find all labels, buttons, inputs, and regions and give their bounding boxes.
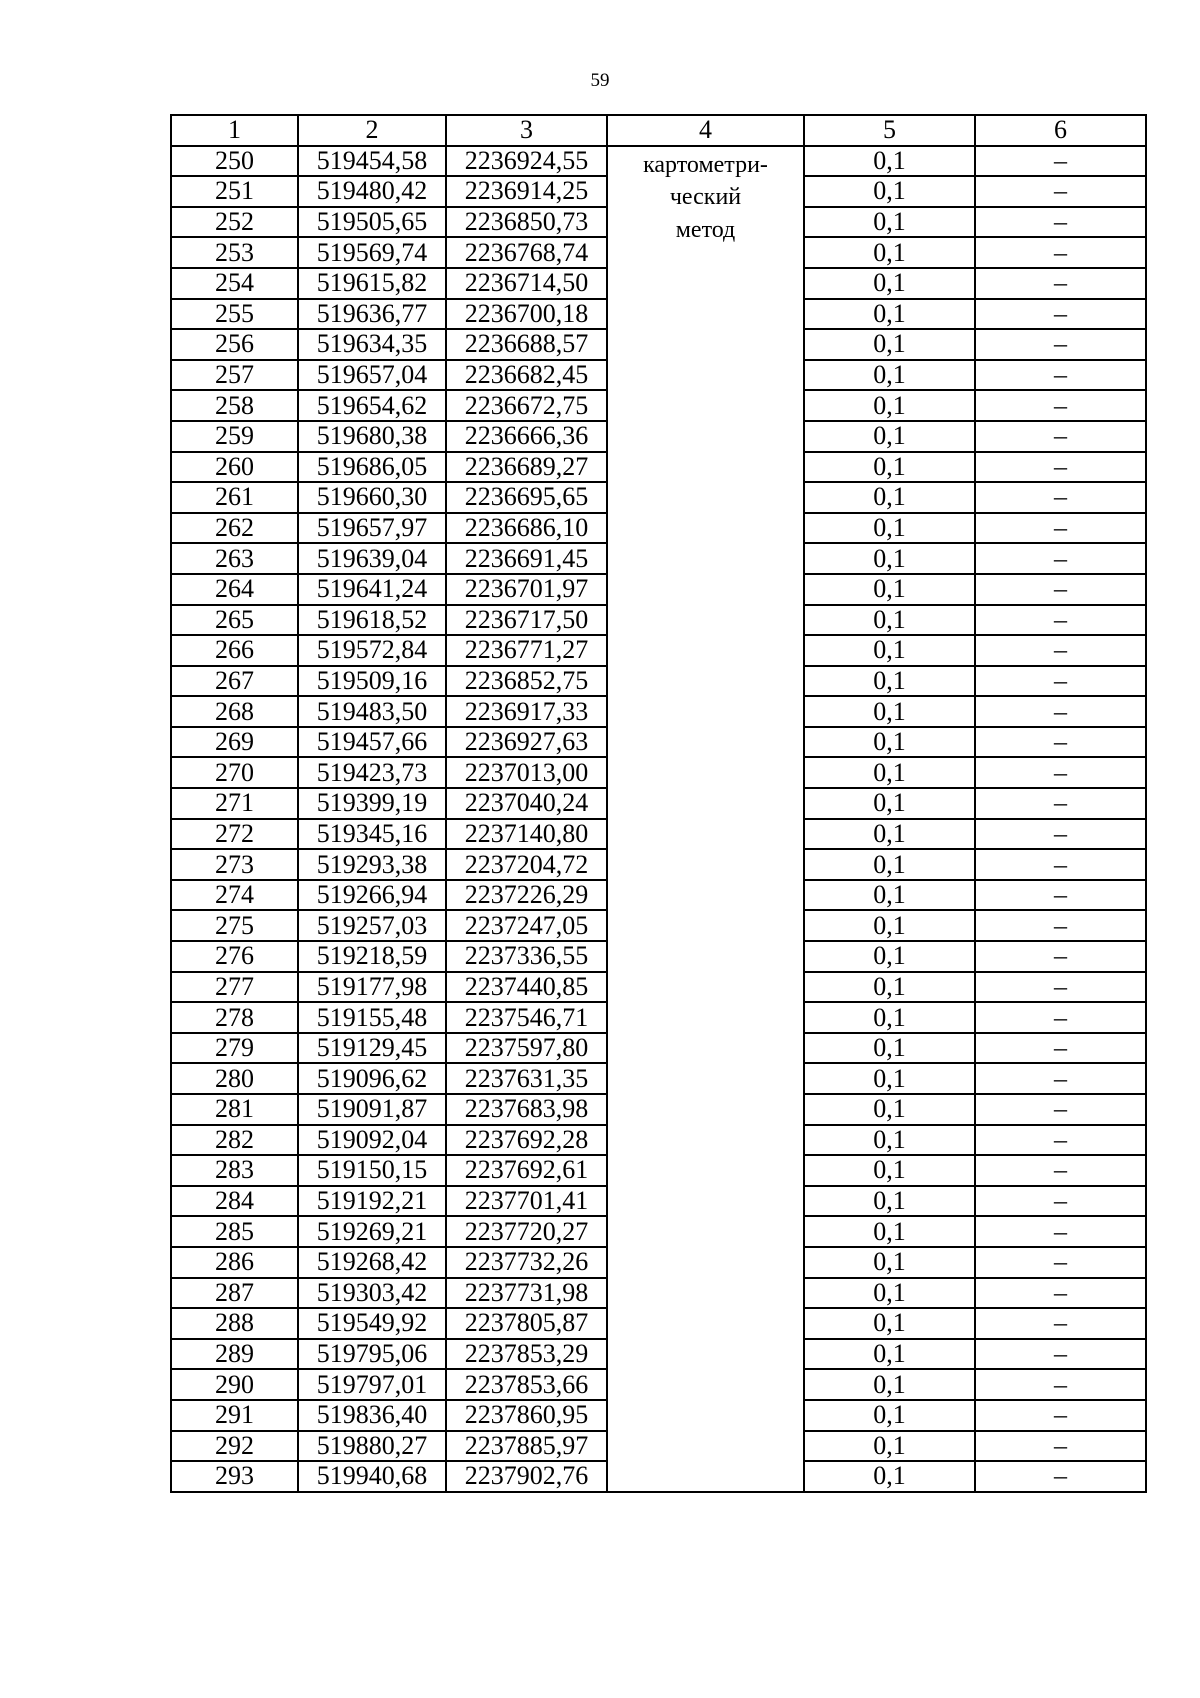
accuracy-cell: 0,1 xyxy=(804,1216,975,1247)
accuracy-cell: 0,1 xyxy=(804,237,975,268)
x-coordinate-cell: 519096,62 xyxy=(298,1063,446,1094)
note-cell: – xyxy=(975,1155,1146,1186)
accuracy-cell: 0,1 xyxy=(804,1125,975,1156)
note-cell: – xyxy=(975,1339,1146,1370)
note-cell: – xyxy=(975,1094,1146,1125)
method-text-line: ческий xyxy=(669,184,742,211)
accuracy-cell: 0,1 xyxy=(804,1094,975,1125)
note-cell: – xyxy=(975,574,1146,605)
header-col-6: 6 xyxy=(975,115,1146,146)
accuracy-cell: 0,1 xyxy=(804,513,975,544)
x-coordinate-cell: 519509,16 xyxy=(298,666,446,697)
point-number-cell: 271 xyxy=(171,788,298,819)
point-number-cell: 252 xyxy=(171,207,298,238)
page-number: 59 xyxy=(590,70,610,91)
point-number-cell: 292 xyxy=(171,1431,298,1462)
accuracy-cell: 0,1 xyxy=(804,635,975,666)
y-coordinate-cell: 2236701,97 xyxy=(446,574,607,605)
accuracy-cell: 0,1 xyxy=(804,299,975,330)
y-coordinate-cell: 2237805,87 xyxy=(446,1308,607,1339)
header-col-5: 5 xyxy=(804,115,975,146)
x-coordinate-cell: 519641,24 xyxy=(298,574,446,605)
point-number-cell: 268 xyxy=(171,696,298,727)
note-cell: – xyxy=(975,1247,1146,1278)
accuracy-cell: 0,1 xyxy=(804,268,975,299)
point-number-cell: 251 xyxy=(171,176,298,207)
note-cell: – xyxy=(975,207,1146,238)
y-coordinate-cell: 2236917,33 xyxy=(446,696,607,727)
point-number-cell: 256 xyxy=(171,329,298,360)
y-coordinate-cell: 2237140,80 xyxy=(446,819,607,850)
y-coordinate-cell: 2237204,72 xyxy=(446,849,607,880)
y-coordinate-cell: 2236927,63 xyxy=(446,727,607,758)
y-coordinate-cell: 2237226,29 xyxy=(446,880,607,911)
accuracy-cell: 0,1 xyxy=(804,941,975,972)
y-coordinate-cell: 2237701,41 xyxy=(446,1186,607,1217)
y-coordinate-cell: 2236691,45 xyxy=(446,543,607,574)
point-number-cell: 278 xyxy=(171,1002,298,1033)
table-row xyxy=(171,146,1146,177)
y-coordinate-cell: 2236768,74 xyxy=(446,237,607,268)
point-number-cell: 261 xyxy=(171,482,298,513)
x-coordinate-cell: 519269,21 xyxy=(298,1216,446,1247)
x-coordinate-cell: 519618,52 xyxy=(298,605,446,636)
y-coordinate-cell: 2237440,85 xyxy=(446,972,607,1003)
y-coordinate-cell: 2237692,61 xyxy=(446,1155,607,1186)
header-row xyxy=(171,115,1146,146)
note-cell: – xyxy=(975,176,1146,207)
point-number-cell: 260 xyxy=(171,452,298,483)
y-coordinate-cell: 2237860,95 xyxy=(446,1400,607,1431)
point-number-cell: 276 xyxy=(171,941,298,972)
point-number-cell: 285 xyxy=(171,1216,298,1247)
note-cell: – xyxy=(975,360,1146,391)
accuracy-cell: 0,1 xyxy=(804,1369,975,1400)
point-number-cell: 280 xyxy=(171,1063,298,1094)
accuracy-cell: 0,1 xyxy=(804,146,975,177)
accuracy-cell: 0,1 xyxy=(804,880,975,911)
note-cell: – xyxy=(975,1308,1146,1339)
accuracy-cell: 0,1 xyxy=(804,1247,975,1278)
x-coordinate-cell: 519654,62 xyxy=(298,390,446,421)
y-coordinate-cell: 2236850,73 xyxy=(446,207,607,238)
note-cell: – xyxy=(975,452,1146,483)
note-cell: – xyxy=(975,1369,1146,1400)
note-cell: – xyxy=(975,237,1146,268)
accuracy-cell: 0,1 xyxy=(804,849,975,880)
x-coordinate-cell: 519150,15 xyxy=(298,1155,446,1186)
point-number-cell: 258 xyxy=(171,390,298,421)
accuracy-cell: 0,1 xyxy=(804,1400,975,1431)
note-cell: – xyxy=(975,146,1146,177)
x-coordinate-cell: 519636,77 xyxy=(298,299,446,330)
y-coordinate-cell: 2236914,25 xyxy=(446,176,607,207)
accuracy-cell: 0,1 xyxy=(804,574,975,605)
x-coordinate-cell: 519155,48 xyxy=(298,1002,446,1033)
x-coordinate-cell: 519483,50 xyxy=(298,696,446,727)
accuracy-cell: 0,1 xyxy=(804,543,975,574)
x-coordinate-cell: 519549,92 xyxy=(298,1308,446,1339)
accuracy-cell: 0,1 xyxy=(804,819,975,850)
accuracy-cell: 0,1 xyxy=(804,176,975,207)
accuracy-cell: 0,1 xyxy=(804,1339,975,1370)
y-coordinate-cell: 2236666,36 xyxy=(446,421,607,452)
y-coordinate-cell: 2236852,75 xyxy=(446,666,607,697)
y-coordinate-cell: 2236771,27 xyxy=(446,635,607,666)
note-cell: – xyxy=(975,1216,1146,1247)
note-cell: – xyxy=(975,696,1146,727)
note-cell: – xyxy=(975,1063,1146,1094)
y-coordinate-cell: 2237013,00 xyxy=(446,757,607,788)
note-cell: – xyxy=(975,1278,1146,1309)
accuracy-cell: 0,1 xyxy=(804,1155,975,1186)
y-coordinate-cell: 2236717,50 xyxy=(446,605,607,636)
note-cell: – xyxy=(975,605,1146,636)
point-number-cell: 275 xyxy=(171,910,298,941)
point-number-cell: 277 xyxy=(171,972,298,1003)
header-col-1: 1 xyxy=(171,115,298,146)
accuracy-cell: 0,1 xyxy=(804,390,975,421)
point-number-cell: 289 xyxy=(171,1339,298,1370)
accuracy-cell: 0,1 xyxy=(804,1461,975,1492)
header-col-3: 3 xyxy=(446,115,607,146)
point-number-cell: 287 xyxy=(171,1278,298,1309)
accuracy-cell: 0,1 xyxy=(804,1308,975,1339)
y-coordinate-cell: 2237683,98 xyxy=(446,1094,607,1125)
note-cell: – xyxy=(975,482,1146,513)
y-coordinate-cell: 2236672,75 xyxy=(446,390,607,421)
accuracy-cell: 0,1 xyxy=(804,727,975,758)
x-coordinate-cell: 519454,58 xyxy=(298,146,446,177)
point-number-cell: 267 xyxy=(171,666,298,697)
x-coordinate-cell: 519177,98 xyxy=(298,972,446,1003)
point-number-cell: 265 xyxy=(171,605,298,636)
x-coordinate-cell: 519615,82 xyxy=(298,268,446,299)
y-coordinate-cell: 2237720,27 xyxy=(446,1216,607,1247)
point-number-cell: 281 xyxy=(171,1094,298,1125)
point-number-cell: 270 xyxy=(171,757,298,788)
point-number-cell: 273 xyxy=(171,849,298,880)
x-coordinate-cell: 519940,68 xyxy=(298,1461,446,1492)
accuracy-cell: 0,1 xyxy=(804,207,975,238)
point-number-cell: 284 xyxy=(171,1186,298,1217)
point-number-cell: 254 xyxy=(171,268,298,299)
point-number-cell: 288 xyxy=(171,1308,298,1339)
x-coordinate-cell: 519091,87 xyxy=(298,1094,446,1125)
x-coordinate-cell: 519303,42 xyxy=(298,1278,446,1309)
note-cell: – xyxy=(975,1400,1146,1431)
note-cell: – xyxy=(975,635,1146,666)
accuracy-cell: 0,1 xyxy=(804,788,975,819)
note-cell: – xyxy=(975,972,1146,1003)
y-coordinate-cell: 2236714,50 xyxy=(446,268,607,299)
x-coordinate-cell: 519092,04 xyxy=(298,1125,446,1156)
note-cell: – xyxy=(975,727,1146,758)
header-col-4: 4 xyxy=(607,115,804,146)
x-coordinate-cell: 519680,38 xyxy=(298,421,446,452)
x-coordinate-cell: 519797,01 xyxy=(298,1369,446,1400)
x-coordinate-cell: 519795,06 xyxy=(298,1339,446,1370)
method-text-line: картометри- xyxy=(643,151,768,178)
x-coordinate-cell: 519660,30 xyxy=(298,482,446,513)
x-coordinate-cell: 519657,97 xyxy=(298,513,446,544)
x-coordinate-cell: 519257,03 xyxy=(298,910,446,941)
note-cell: – xyxy=(975,757,1146,788)
y-coordinate-cell: 2237692,28 xyxy=(446,1125,607,1156)
point-number-cell: 269 xyxy=(171,727,298,758)
x-coordinate-cell: 519266,94 xyxy=(298,880,446,911)
note-cell: – xyxy=(975,849,1146,880)
note-cell: – xyxy=(975,788,1146,819)
point-number-cell: 264 xyxy=(171,574,298,605)
point-number-cell: 282 xyxy=(171,1125,298,1156)
note-cell: – xyxy=(975,543,1146,574)
accuracy-cell: 0,1 xyxy=(804,666,975,697)
y-coordinate-cell: 2237546,71 xyxy=(446,1002,607,1033)
point-number-cell: 293 xyxy=(171,1461,298,1492)
accuracy-cell: 0,1 xyxy=(804,1431,975,1462)
y-coordinate-cell: 2236924,55 xyxy=(446,146,607,177)
point-number-cell: 250 xyxy=(171,146,298,177)
y-coordinate-cell: 2237902,76 xyxy=(446,1461,607,1492)
table-body xyxy=(171,146,1146,1492)
point-number-cell: 259 xyxy=(171,421,298,452)
point-number-cell: 286 xyxy=(171,1247,298,1278)
note-cell: – xyxy=(975,880,1146,911)
x-coordinate-cell: 519572,84 xyxy=(298,635,446,666)
y-coordinate-cell: 2236688,57 xyxy=(446,329,607,360)
note-cell: – xyxy=(975,421,1146,452)
y-coordinate-cell: 2237853,66 xyxy=(446,1369,607,1400)
note-cell: – xyxy=(975,1431,1146,1462)
x-coordinate-cell: 519505,65 xyxy=(298,207,446,238)
note-cell: – xyxy=(975,1461,1146,1492)
y-coordinate-cell: 2237597,80 xyxy=(446,1033,607,1064)
accuracy-cell: 0,1 xyxy=(804,482,975,513)
x-coordinate-cell: 519218,59 xyxy=(298,941,446,972)
note-cell: – xyxy=(975,329,1146,360)
point-number-cell: 274 xyxy=(171,880,298,911)
point-number-cell: 257 xyxy=(171,360,298,391)
note-cell: – xyxy=(975,299,1146,330)
note-cell: – xyxy=(975,513,1146,544)
x-coordinate-cell: 519657,04 xyxy=(298,360,446,391)
x-coordinate-cell: 519345,16 xyxy=(298,819,446,850)
note-cell: – xyxy=(975,1125,1146,1156)
note-cell: – xyxy=(975,1002,1146,1033)
note-cell: – xyxy=(975,268,1146,299)
header-col-2: 2 xyxy=(298,115,446,146)
note-cell: – xyxy=(975,910,1146,941)
accuracy-cell: 0,1 xyxy=(804,696,975,727)
x-coordinate-cell: 519836,40 xyxy=(298,1400,446,1431)
note-cell: – xyxy=(975,1186,1146,1217)
y-coordinate-cell: 2237247,05 xyxy=(446,910,607,941)
x-coordinate-cell: 519880,27 xyxy=(298,1431,446,1462)
accuracy-cell: 0,1 xyxy=(804,605,975,636)
point-number-cell: 255 xyxy=(171,299,298,330)
accuracy-cell: 0,1 xyxy=(804,452,975,483)
point-number-cell: 291 xyxy=(171,1400,298,1431)
point-number-cell: 262 xyxy=(171,513,298,544)
x-coordinate-cell: 519192,21 xyxy=(298,1186,446,1217)
point-number-cell: 253 xyxy=(171,237,298,268)
x-coordinate-cell: 519457,66 xyxy=(298,727,446,758)
x-coordinate-cell: 519293,38 xyxy=(298,849,446,880)
y-coordinate-cell: 2237885,97 xyxy=(446,1431,607,1462)
accuracy-cell: 0,1 xyxy=(804,910,975,941)
x-coordinate-cell: 519634,35 xyxy=(298,329,446,360)
accuracy-cell: 0,1 xyxy=(804,1186,975,1217)
y-coordinate-cell: 2237731,98 xyxy=(446,1278,607,1309)
y-coordinate-cell: 2236695,65 xyxy=(446,482,607,513)
accuracy-cell: 0,1 xyxy=(804,1002,975,1033)
point-number-cell: 283 xyxy=(171,1155,298,1186)
accuracy-cell: 0,1 xyxy=(804,360,975,391)
accuracy-cell: 0,1 xyxy=(804,1278,975,1309)
y-coordinate-cell: 2237336,55 xyxy=(446,941,607,972)
y-coordinate-cell: 2237853,29 xyxy=(446,1339,607,1370)
point-number-cell: 290 xyxy=(171,1369,298,1400)
accuracy-cell: 0,1 xyxy=(804,1063,975,1094)
y-coordinate-cell: 2236686,10 xyxy=(446,513,607,544)
point-number-cell: 263 xyxy=(171,543,298,574)
coordinates-table xyxy=(170,114,1147,1493)
y-coordinate-cell: 2237631,35 xyxy=(446,1063,607,1094)
note-cell: – xyxy=(975,1033,1146,1064)
note-cell: – xyxy=(975,941,1146,972)
y-coordinate-cell: 2237040,24 xyxy=(446,788,607,819)
x-coordinate-cell: 519423,73 xyxy=(298,757,446,788)
x-coordinate-cell: 519399,19 xyxy=(298,788,446,819)
accuracy-cell: 0,1 xyxy=(804,757,975,788)
note-cell: – xyxy=(975,666,1146,697)
table-header xyxy=(171,115,1146,146)
accuracy-cell: 0,1 xyxy=(804,1033,975,1064)
y-coordinate-cell: 2236700,18 xyxy=(446,299,607,330)
x-coordinate-cell: 519569,74 xyxy=(298,237,446,268)
x-coordinate-cell: 519129,45 xyxy=(298,1033,446,1064)
accuracy-cell: 0,1 xyxy=(804,329,975,360)
point-number-cell: 272 xyxy=(171,819,298,850)
x-coordinate-cell: 519480,42 xyxy=(298,176,446,207)
method-cell xyxy=(607,146,804,1492)
accuracy-cell: 0,1 xyxy=(804,972,975,1003)
accuracy-cell: 0,1 xyxy=(804,421,975,452)
y-coordinate-cell: 2237732,26 xyxy=(446,1247,607,1278)
y-coordinate-cell: 2236682,45 xyxy=(446,360,607,391)
x-coordinate-cell: 519268,42 xyxy=(298,1247,446,1278)
x-coordinate-cell: 519686,05 xyxy=(298,452,446,483)
note-cell: – xyxy=(975,819,1146,850)
method-text-line: метод xyxy=(675,216,736,243)
point-number-cell: 266 xyxy=(171,635,298,666)
point-number-cell: 279 xyxy=(171,1033,298,1064)
y-coordinate-cell: 2236689,27 xyxy=(446,452,607,483)
note-cell: – xyxy=(975,390,1146,421)
x-coordinate-cell: 519639,04 xyxy=(298,543,446,574)
